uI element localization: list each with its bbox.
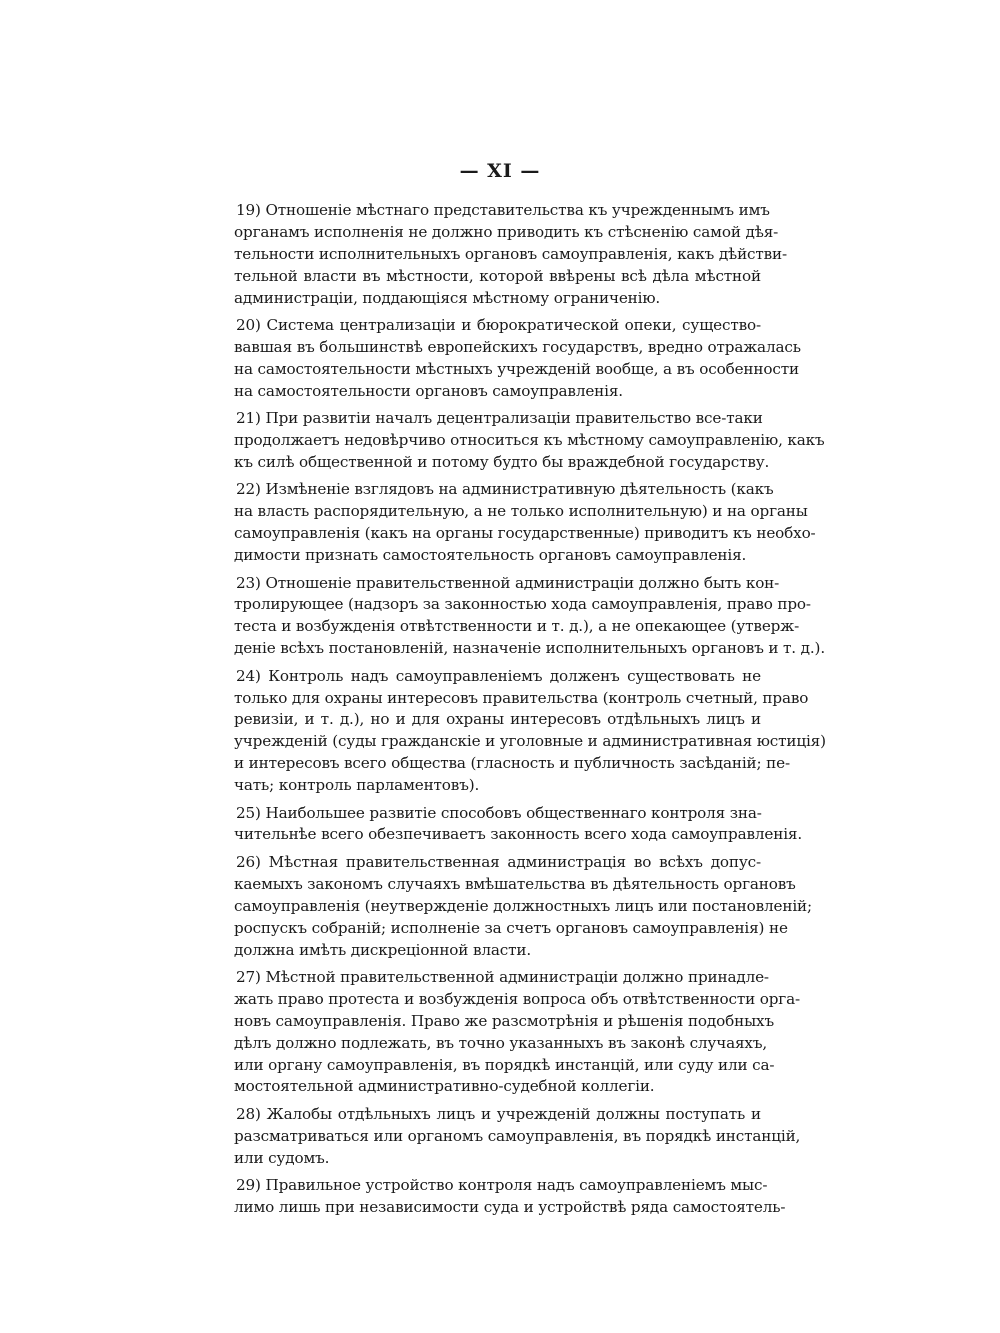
text-line: на самостоятельности органовъ самоуправленія. xyxy=(234,381,623,400)
text-line: ревизіи, и т. д.), но и для охраны интересовъ отдѣльныхъ лицъ и xyxy=(234,710,761,729)
text-line: димости признать самостоятельность органовъ самоуправленія. xyxy=(234,546,747,565)
text-line: и интересовъ всего общества (гласность и публичность засѣданій; пе- xyxy=(234,754,790,773)
text-line: каемыхъ закономъ случаяхъ вмѣшательства въ дѣятельность органовъ xyxy=(234,874,796,893)
text-line: 19) Отношеніе мѣстнаго представительства къ учрежденнымъ имъ xyxy=(236,201,770,219)
text-line: на власть распорядительную, а не только исполнительную) и на органы xyxy=(234,502,808,521)
text-line: теста и возбужденія отвѣтственности и т. д.), а не опекающее (утверж- xyxy=(234,617,800,636)
paragraph-25 xyxy=(234,803,803,847)
paragraph-23 xyxy=(234,573,825,661)
text-line: роспускъ собраній; исполненіе за счетъ органовъ самоуправленія) не xyxy=(234,918,788,937)
text-line: самоуправленія (неутвержденіе должностныхъ лицъ или постановленій; xyxy=(234,896,812,915)
page-number: — XI — xyxy=(459,160,541,182)
text-line: дѣлъ должно подлежать, въ точно указанныхъ въ законѣ случаяхъ, xyxy=(234,1033,768,1052)
text-line: или органу самоуправленія, въ порядкѣ инстанцій, или суду или са- xyxy=(234,1055,775,1074)
body-text xyxy=(234,200,826,1224)
text-line: на самостоятельности мѣстныхъ учрежденій вообще, а въ особенности xyxy=(234,359,799,378)
text-line: должна имѣть дискреціонной власти. xyxy=(234,940,532,959)
text-line: тельной власти въ мѣстности, которой ввѣрены всѣ дѣла мѣстной xyxy=(234,266,761,285)
paragraph-20 xyxy=(234,315,801,403)
text-line: мостоятельной административно-судебной коллегіи. xyxy=(234,1077,655,1096)
text-line: только для охраны интересовъ правительства (контроль счетный, право xyxy=(234,688,809,707)
text-line: тельности исполнительныхъ органовъ самоуправленія, какъ дѣйстви- xyxy=(234,244,788,263)
text-line: чительнѣе всего обезпечиваетъ законность всего хода самоуправленія. xyxy=(234,825,803,844)
text-line: 28) Жалобы отдѣльныхъ лицъ и учрежденій должны поступать и xyxy=(236,1104,761,1123)
paragraph-26 xyxy=(234,852,812,962)
text-line: 21) При развитіи началъ децентрализаціи правительство все-таки xyxy=(236,409,763,428)
text-line: 26) Мѣстная правительственная администрація во всѣхъ допус- xyxy=(236,852,761,871)
text-line: лимо лишь при независимости суда и устройствѣ ряда самостоятель- xyxy=(234,1197,786,1216)
text-line: къ силѣ общественной и потому будто бы враждебной государству. xyxy=(234,452,770,471)
paragraph-22 xyxy=(234,479,816,567)
text-line: жать право протеста и возбужденія вопроса объ отвѣтственности орга- xyxy=(234,989,800,1008)
paragraph-29 xyxy=(234,1175,786,1219)
text-line: 24) Контроль надъ самоуправленіемъ долженъ существовать не xyxy=(236,666,761,685)
text-line: учрежденій (суды гражданскіе и уголовные и административная юстиція) xyxy=(234,732,826,751)
text-line: вавшая въ большинствѣ европейскихъ государствъ, вредно отражалась xyxy=(234,337,801,356)
text-line: 27) Мѣстной правительственной администраціи должно принадле- xyxy=(236,967,769,986)
text-line: администраціи, поддающіяся мѣстному ограниченію. xyxy=(234,288,661,307)
text-line: новъ самоуправленія. Право же разсмотрѣнія и рѣшенія подобныхъ xyxy=(234,1011,774,1030)
paragraph-21 xyxy=(234,408,825,474)
text-line: чать; контроль парламентовъ). xyxy=(234,776,480,795)
text-line: 20) Система централизаціи и бюрократической опеки, существо- xyxy=(236,316,761,335)
paragraph-24 xyxy=(234,666,826,797)
paragraph-27 xyxy=(234,967,800,1098)
paragraph-28 xyxy=(234,1104,801,1170)
text-line: органамъ исполненія не должно приводить къ стѣсненію самой дѣя- xyxy=(234,222,779,241)
text-line: тролирующее (надзоръ за законностью хода самоуправленія, право про- xyxy=(234,595,811,614)
text-line: 23) Отношеніе правительственной администраціи должно быть кон- xyxy=(236,573,780,592)
text-line: или судомъ. xyxy=(234,1148,330,1167)
text-line: самоуправленія (какъ на органы государственные) приводитъ къ необхо- xyxy=(234,524,816,543)
text-line: 29) Правильное устройство контроля надъ самоуправленіемъ мыс- xyxy=(236,1176,768,1195)
text-line: деніе всѣхъ постановленій, назначеніе исполнительныхъ органовъ и т. д.). xyxy=(234,639,825,658)
text-line: продолжаетъ недовѣрчиво относиться къ мѣстному самоуправленію, какъ xyxy=(234,431,825,450)
text-line: 25) Наибольшее развитіе способовъ общественнаго контроля зна- xyxy=(236,803,762,822)
text-line: 22) Измѣненіе взглядовъ на административную дѣятельность (какъ xyxy=(236,480,774,499)
text-line: разсматриваться или органомъ самоуправленія, въ порядкѣ инстанцій, xyxy=(234,1126,801,1145)
paragraph-19 xyxy=(234,200,788,310)
